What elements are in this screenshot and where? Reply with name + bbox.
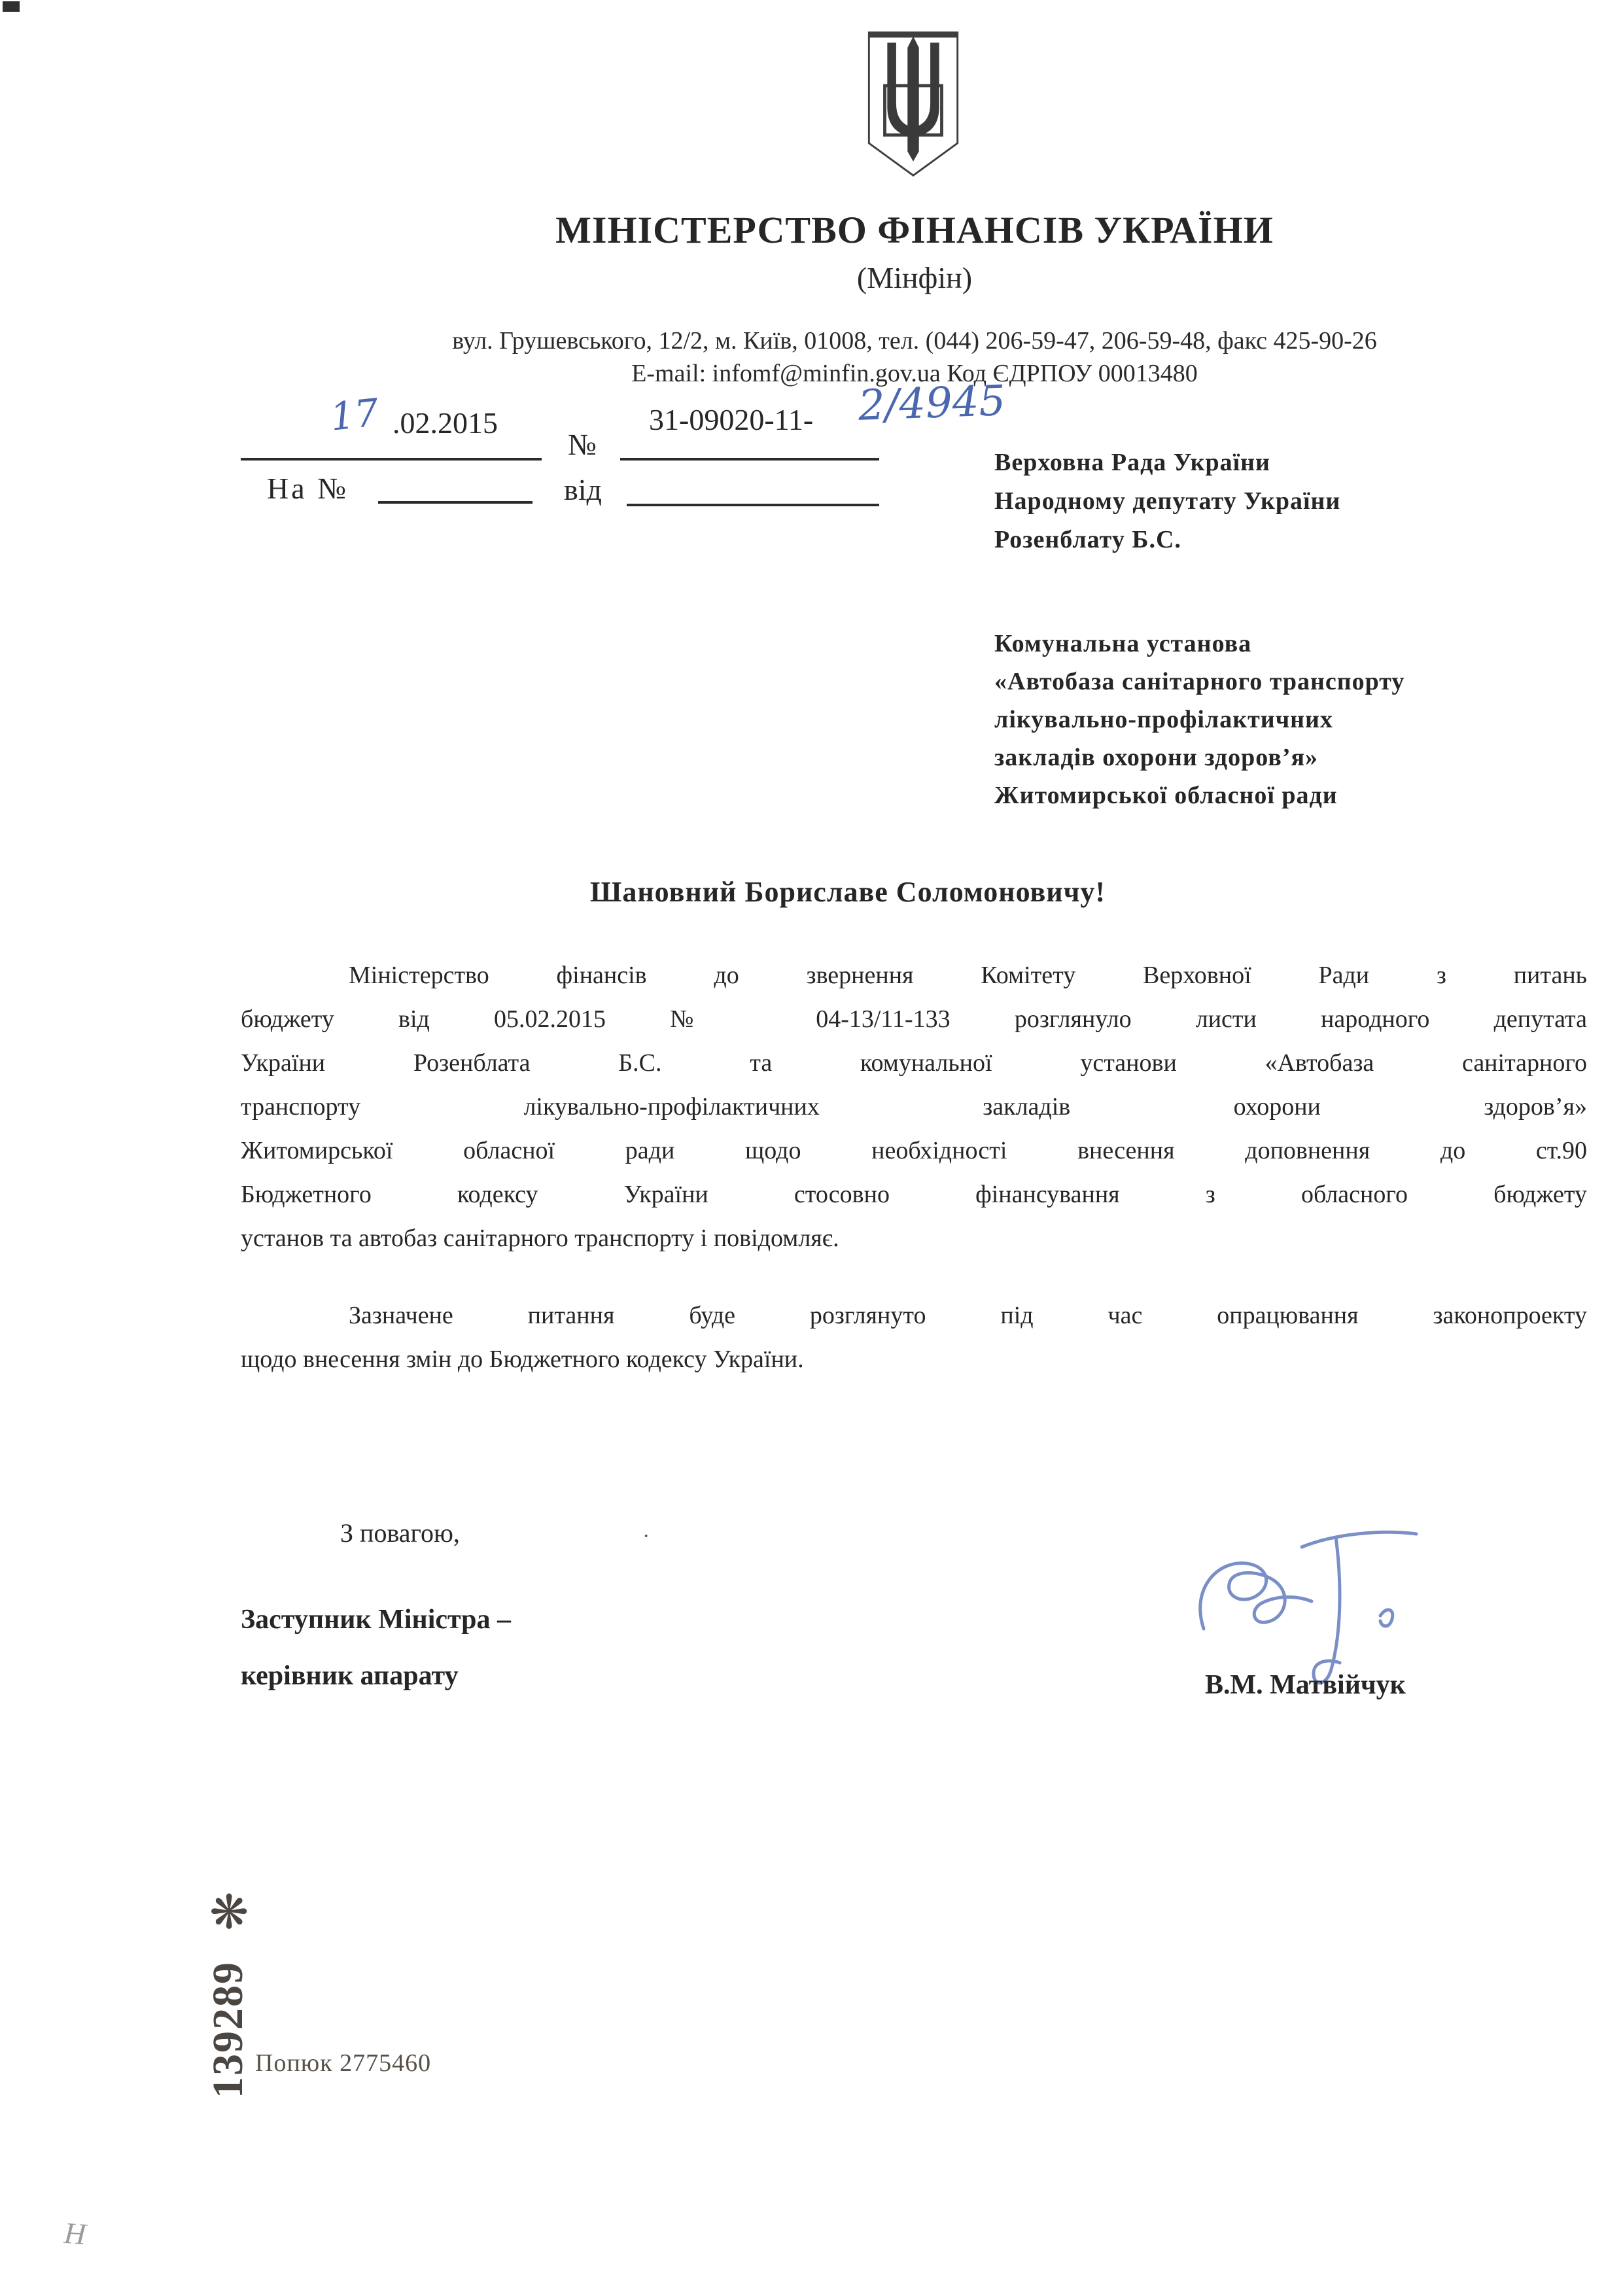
recipient-line: Верховна Рада України — [994, 449, 1270, 476]
handwritten-outgoing-number: 2/4945 — [857, 377, 1007, 430]
body-line: установ та автобаз санітарного транспорту і повідомляє. — [241, 1225, 839, 1252]
body-paragraph-2 — [241, 1294, 1587, 1382]
body-line: Зазначене питання буде розглянуто під час опрацювання законопроекту — [349, 1302, 1587, 1329]
ministry-short-name: (Мінфін) — [856, 261, 973, 294]
blank-line-date — [241, 458, 542, 461]
body-line: щодо внесення змін до Бюджетного кодексу України. — [241, 1346, 804, 1373]
outgoing-number-printed: 31-09020-11- — [649, 403, 814, 436]
signer-name: В.М. Матвійчук — [1205, 1670, 1406, 1700]
flower-asterisk-icon: ❋ — [209, 1887, 249, 1939]
recipient-line: Житомирської обласної ради — [994, 782, 1338, 809]
closing-regards: З повагою, — [340, 1518, 460, 1548]
vertical-registration-number: 139289 — [204, 1961, 252, 2098]
recipient-line: закладів охорони здоров’я» — [994, 744, 1319, 771]
blank-line-incoming-date — [627, 504, 879, 506]
handwritten-date-day: 17 — [328, 390, 381, 440]
handwritten-mark: Н — [63, 2216, 87, 2252]
recipient-block-institution — [994, 625, 1405, 814]
body-line: Житомирської обласної ради щодо необхідності внесення доповнення до ст.90 — [241, 1137, 1587, 1164]
body-line: Міністерство фінансів до звернення Комітету Верховної Ради з питань — [349, 962, 1587, 989]
blank-line-number — [620, 458, 879, 461]
registry-stamp-text: Попюк 2775460 — [255, 2049, 432, 2077]
email-line: E-mail: infomf@minfin.gov.ua Код ЄДРПОУ 00013480 — [631, 360, 1198, 387]
body-line: транспорту лікувально-профілактичних закладів охорони здоров’я» — [241, 1093, 1587, 1121]
recipient-line: Комунальна установа — [994, 630, 1252, 657]
recipient-line: лікувально-профілактичних — [994, 706, 1333, 733]
recipient-line: «Автобаза санітарного транспорту — [994, 668, 1405, 695]
ministry-name: МІНІСТЕРСТВО ФІНАНСІВ УКРАЇНИ — [555, 209, 1274, 251]
salutation: Шановний Бориславе Соломоновичу! — [590, 876, 1106, 908]
recipient-line: Розенблату Б.С. — [994, 526, 1181, 553]
incoming-date-label: від — [564, 473, 602, 506]
number-sign: № — [568, 428, 597, 461]
body-line: Бюджетного кодексу України стосовно фінансування з обласного бюджету — [241, 1181, 1587, 1208]
blank-line-incoming-number — [378, 501, 532, 504]
recipient-block-parliament — [994, 444, 1340, 559]
printed-date: .02.2015 — [393, 406, 498, 440]
scan-dot-artifact: · — [642, 1524, 650, 1548]
body-line: України Розенблата Б.С. та комунальної установи «Автобаза санітарного — [241, 1049, 1587, 1077]
signer-position-line-1: Заступник Міністра – — [241, 1605, 512, 1635]
incoming-label: На № — [267, 472, 349, 505]
body-paragraph-1 — [241, 954, 1587, 1261]
body-line: бюджету від 05.02.2015 № 04-13/11-133 розглянуло листи народного депутата — [241, 1005, 1587, 1033]
scan-artifact — [3, 1, 20, 12]
signer-position-line-2: керівник апарату — [241, 1661, 459, 1691]
ukraine-trident-emblem — [864, 27, 963, 179]
address-line: вул. Грушевського, 12/2, м. Київ, 01008, тел. (044) 206-59-47, 206-59-48, факс 425-90-26 — [452, 327, 1377, 355]
recipient-line: Народному депутату України — [994, 487, 1341, 515]
